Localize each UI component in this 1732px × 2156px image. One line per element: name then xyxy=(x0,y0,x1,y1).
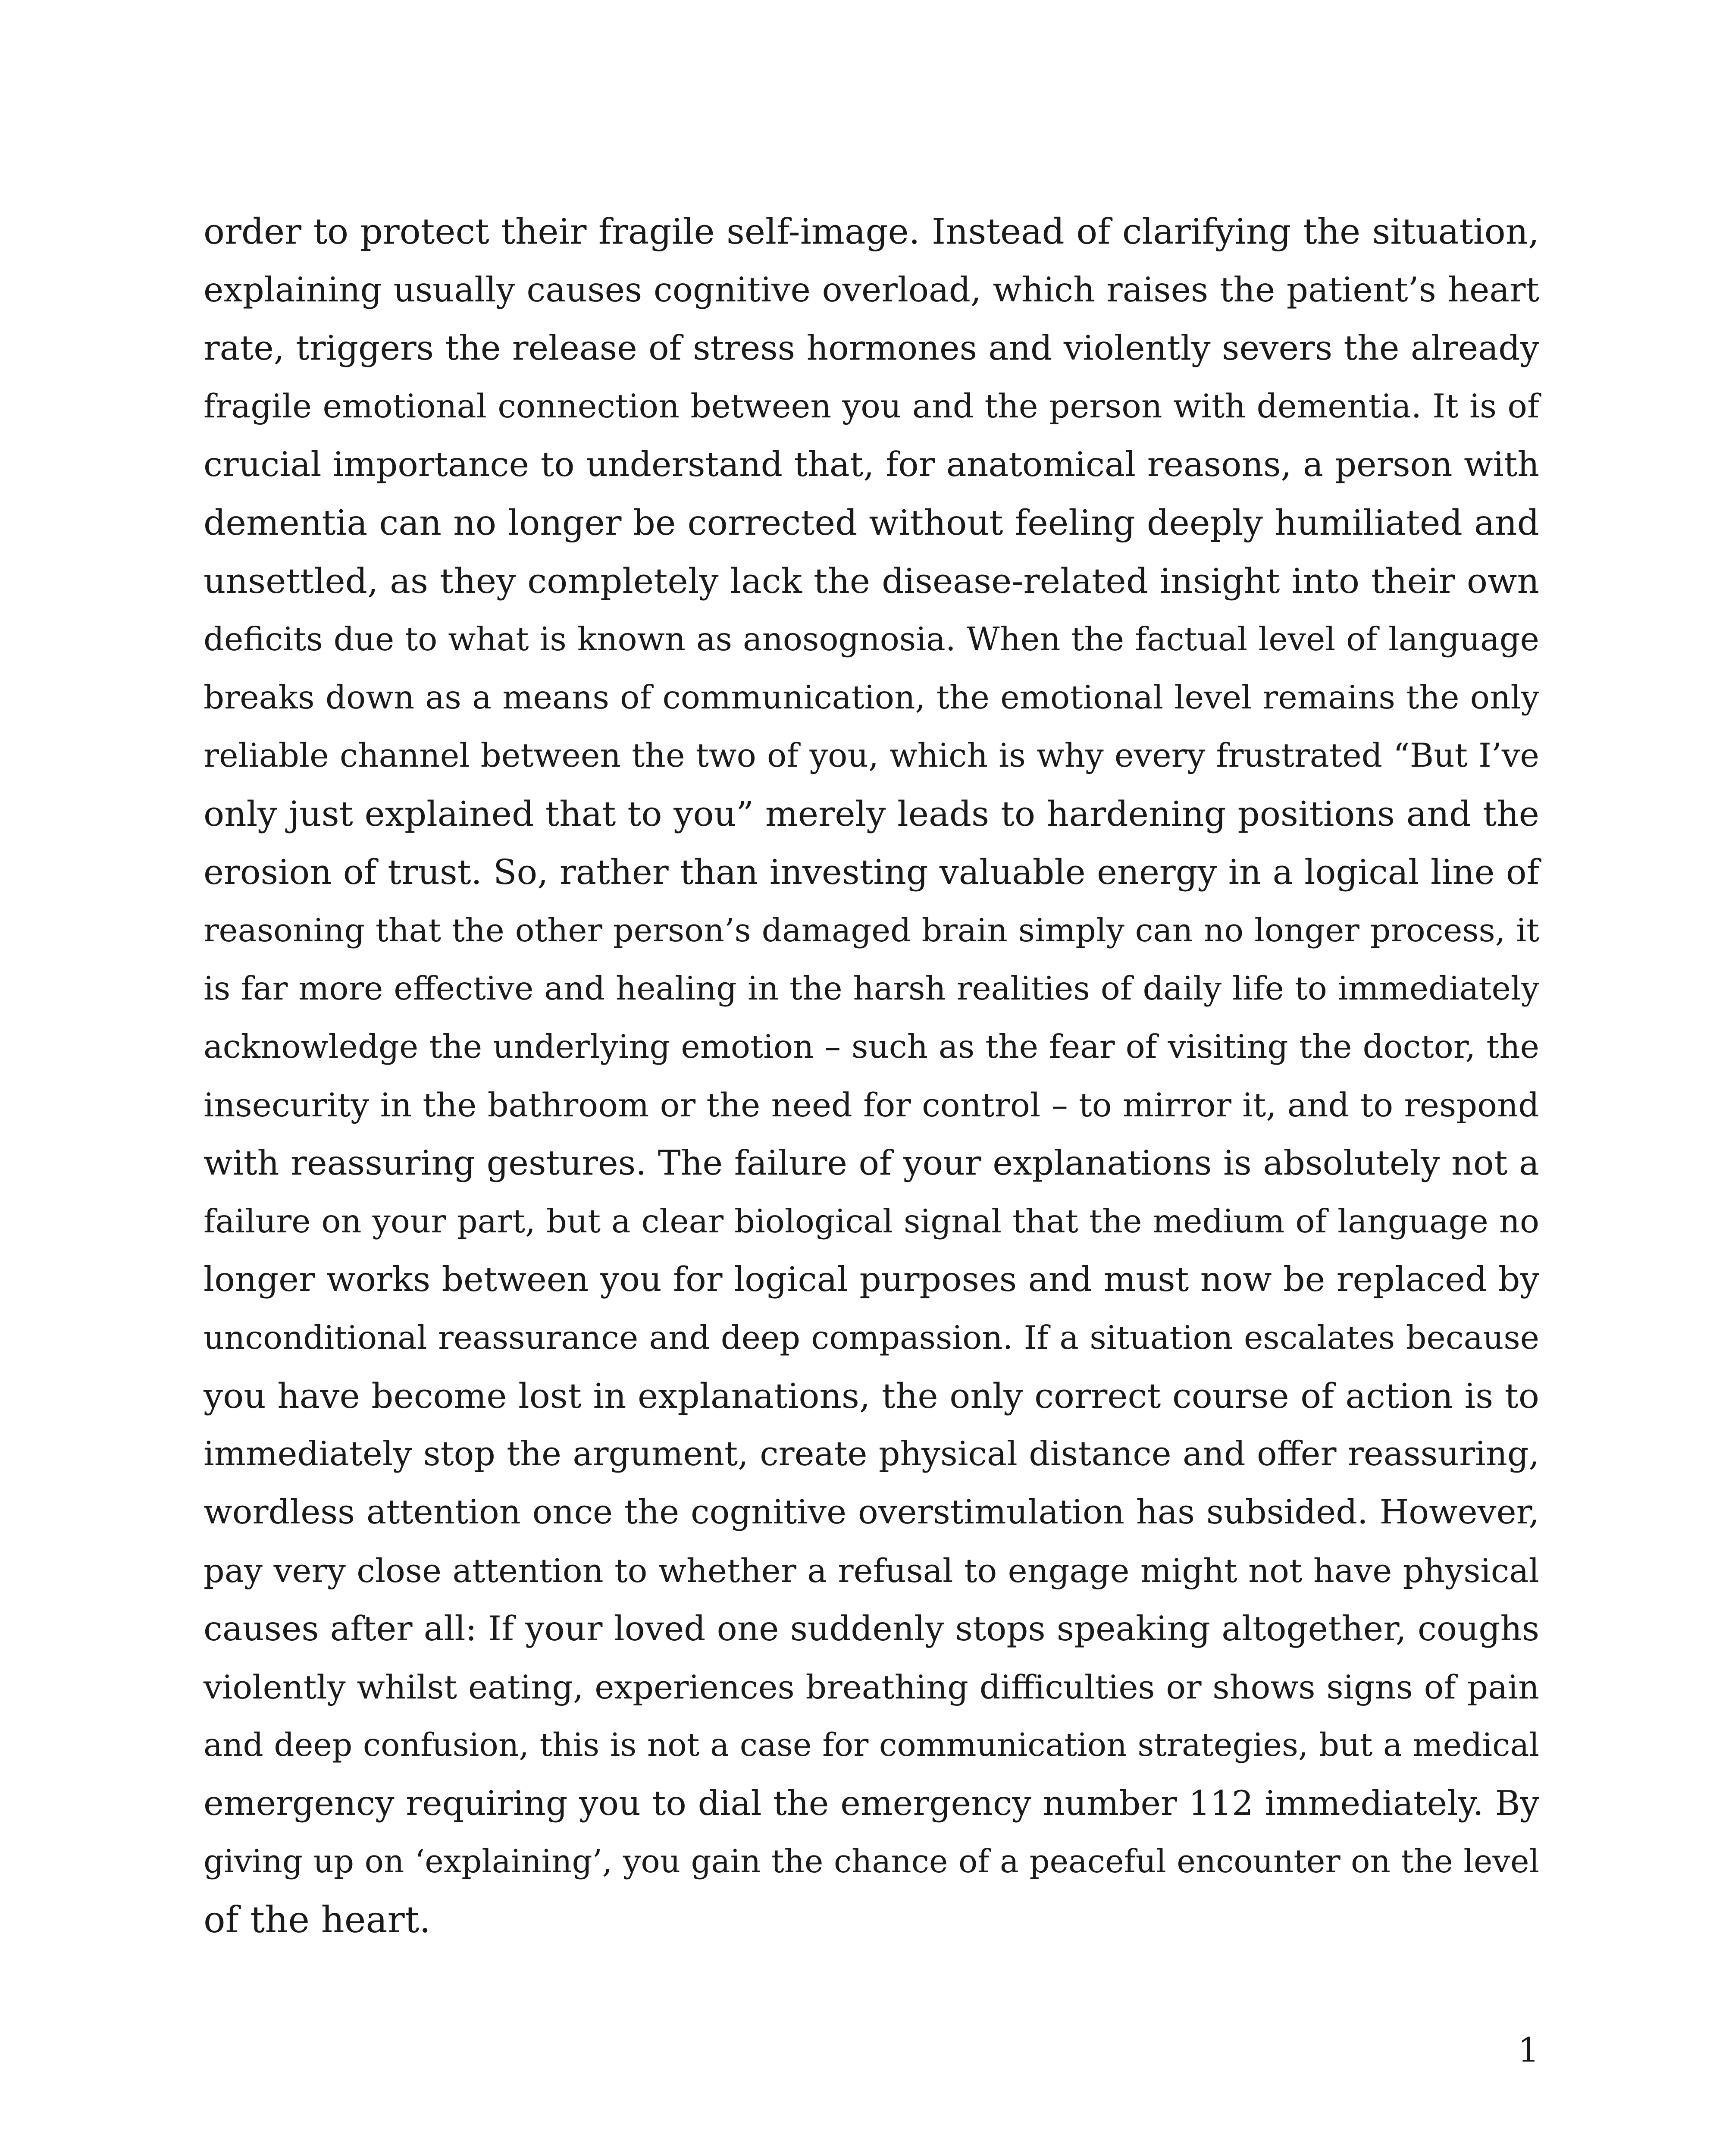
text-line: unconditional reassurance and deep compassion. If a situation escalates because xyxy=(204,1319,1539,1357)
text-line-last: of the heart. xyxy=(204,1899,431,1941)
text-line: causes after all: If your loved one suddenly stops speaking altogether, coughs xyxy=(204,1609,1539,1648)
text-line: dementia can no longer be corrected without feeling deeply humiliated and xyxy=(204,502,1539,543)
text-line: failure on your part, but a clear biological signal that the medium of language no xyxy=(204,1203,1539,1240)
text-line: with reassuring gestures. The failure of your explanations is absolutely not a xyxy=(204,1143,1539,1183)
body-paragraph xyxy=(204,203,1539,1949)
text-line: emergency requiring you to dial the emergency number 112 immediately. By xyxy=(204,1783,1539,1823)
text-line: is far more effective and healing in the harsh realities of daily life to immediately xyxy=(204,970,1539,1007)
text-line: pay very close attention to whether a refusal to engage might not have physical xyxy=(204,1551,1539,1590)
text-line: and deep confusion, this is not a case for communication strategies, but a medical xyxy=(204,1727,1539,1764)
text-line: order to protect their fragile self-image. Instead of clarifying the situation, xyxy=(204,211,1539,252)
page-number: 1 xyxy=(1518,2031,1539,2070)
text-line: only just explained that to you” merely leads to hardening positions and the xyxy=(204,794,1539,834)
text-line: crucial importance to understand that, for anatomical reasons, a person with xyxy=(204,445,1539,484)
text-line: deficits due to what is known as anosognosia. When the factual level of language xyxy=(204,620,1539,658)
text-line: rate, triggers the release of stress hormones and violently severs the already xyxy=(204,328,1539,368)
text-line: longer works between you for logical purposes and must now be replaced by xyxy=(204,1260,1539,1299)
text-line: violently whilst eating, experiences breathing difficulties or shows signs of pain xyxy=(204,1668,1539,1706)
text-line: breaks down as a means of communication, the emotional level remains the only xyxy=(204,678,1539,716)
text-line: insecurity in the bathroom or the need for control – to mirror it, and to respond xyxy=(204,1086,1539,1124)
text-line: explaining usually causes cognitive overload, which raises the patient’s heart xyxy=(204,270,1539,310)
text-line: giving up on ‘explaining’, you gain the chance of a peaceful encounter on the level xyxy=(204,1843,1539,1880)
text-line: you have become lost in explanations, the only correct course of action is to xyxy=(204,1376,1539,1416)
text-line: acknowledge the underlying emotion – such as the fear of visiting the doctor, the xyxy=(204,1028,1539,1065)
text-line: erosion of trust. So, rather than investing valuable energy in a logical line of xyxy=(204,852,1539,892)
text-line: wordless attention once the cognitive overstimulation has subsided. However, xyxy=(204,1493,1539,1532)
text-line: fragile emotional connection between you and the person with dementia. It is of xyxy=(204,387,1539,425)
text-line: reasoning that the other person’s damaged brain simply can no longer process, it xyxy=(204,912,1539,949)
text-line: unsettled, as they completely lack the disease-related insight into their own xyxy=(204,561,1539,601)
text-line: immediately stop the argument, create physical distance and offer reassuring, xyxy=(204,1435,1539,1473)
text-line: reliable channel between the two of you, which is why every frustrated “But I’ve xyxy=(204,736,1539,774)
